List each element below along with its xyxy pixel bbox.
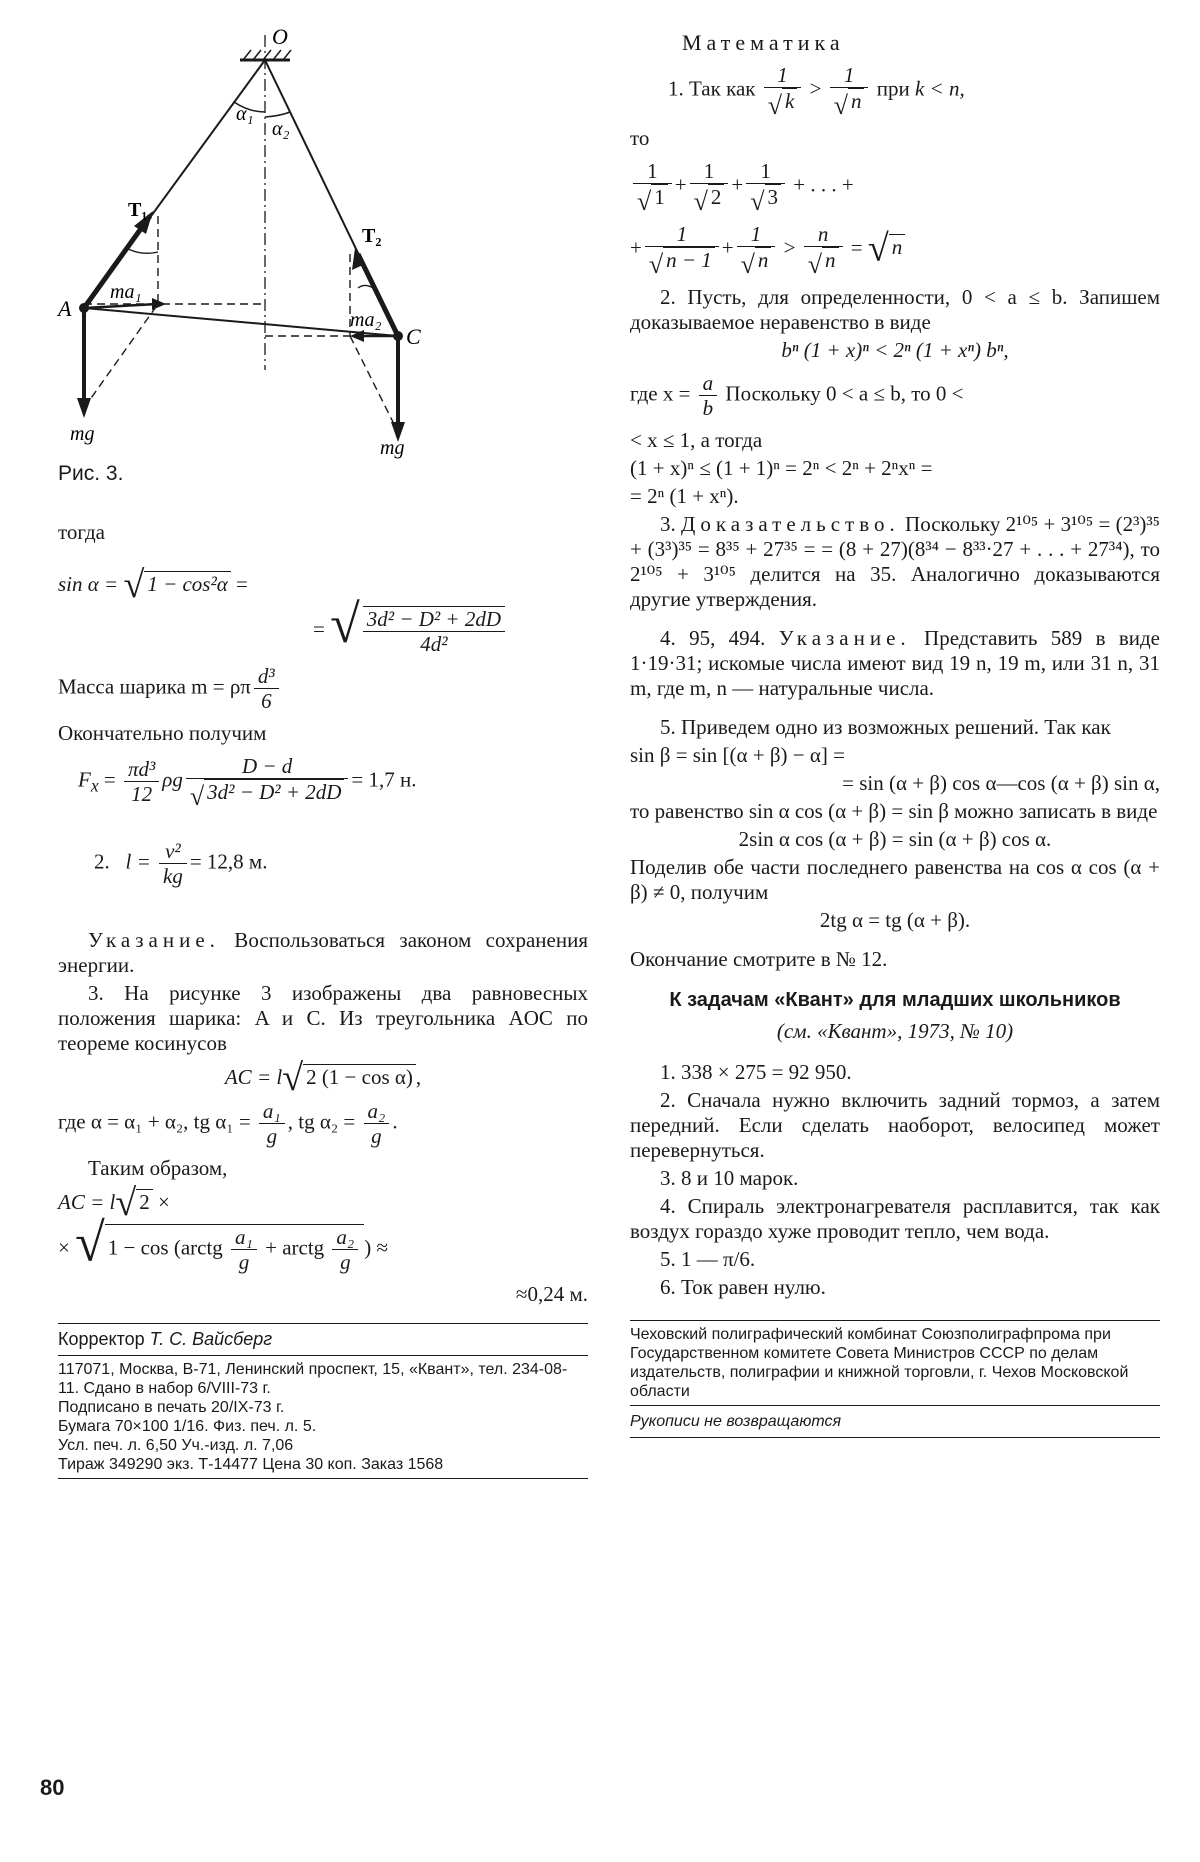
label-a: A [58,296,72,321]
sum1-tail: + . . . + [793,172,854,197]
mass-num: d³ [254,664,279,689]
m2-where-text: где x = [630,381,696,406]
item2-result: = 12,8 м. [189,849,268,874]
item2-num: 2. [94,849,110,874]
long-n1: a₁ [231,1225,257,1250]
fx-den1: 12 [131,782,153,806]
label-ma2: ma₂ [350,309,382,331]
imprint-usl: Усл. печ. л. 6,50 Уч.-изд. л. 7,06 [58,1437,294,1454]
ac2-radicand: 2 [136,1189,153,1215]
m2-fnum: a [699,371,718,396]
text-togda: тогда [58,520,105,544]
m2-line3: (1 + x)ⁿ ≤ (1 + 1)ⁿ = 2ⁿ < 2ⁿ + 2ⁿxⁿ = [630,456,933,480]
m2-where [630,371,1160,420]
m2-text: 2. Пусть, для определенности, 0 < a ≤ b. Запишем доказываемое неравенство в виде [630,285,1160,334]
big-root-den: 4d² [420,632,448,656]
mass-den: 6 [261,689,272,713]
fx-mid: ρg [162,767,183,792]
m5-eq2: = sin (α + β) cos α—cos (α + β) sin α, [842,771,1160,795]
m4-b: Представить 589 в виде 1·19·31; искомые числа имеют вид 19 n, 19 m, или 31 n, 31 m, где m, n — натуральные числа. [630,626,1161,700]
math-title: Математика [682,30,845,55]
label-mg-right: mg [380,437,405,459]
to-word: то [630,126,650,150]
m1-cond: k < n, [914,76,965,101]
sum2-d1: n − 1 [663,247,715,272]
m4-a: 4. 95, 494. [660,626,779,650]
long-d2: g [340,1250,351,1274]
sum1-n2: 1 [690,159,729,184]
final-result: ≈0,24 м. [515,1282,588,1306]
fx-result: = 1,7 н. [351,767,417,792]
where-den1: g [266,1124,278,1148]
m1-a: 1. Так как [668,76,761,101]
ac-lhs: AC = l [224,1065,283,1089]
big-root-formula: = √ $\frac{\text{3d² − D² + 2dD}}{\text{4d²}}$ [58,606,508,656]
ac-formula: AC = l√ 2 (1 − cos α) , [224,1057,422,1099]
item2-lhs: l = [125,849,157,874]
m1-gt: > [804,76,827,101]
long-b: + arctg [259,1235,330,1260]
page-number: 80 [40,1775,65,1800]
ac2-tail: × [152,1190,170,1214]
item3-para: 3. На рисунке 3 изображены два равновесных положения шарика: A и C. Из треугольника AOC по теореме косинусов [58,981,588,1055]
m5-text3: Поделив обе части последнего равенства на cos α cos (α + β) ≠ 0, получим [630,855,1160,904]
kv-item-3: 3. 8 и 10 марок. [660,1166,799,1190]
imprint-paper: Бумага 70×100 1/16. Физ. печ. л. 5. [58,1418,317,1435]
m5-text2: то равенство sin α cos (α + β) = sin β можно записать в виде [630,799,1158,823]
label-t1: T₁ [128,199,148,221]
sin-radicand: 1 − cos²α [144,571,230,597]
m1-d1: k [782,88,797,113]
where-den2: g [371,1124,382,1148]
kv-item-5: 5. 1 — π/6. [660,1247,756,1271]
sin-eq: = [230,572,248,596]
m5-eq4: 2tg α = tg (α + β). [819,908,971,932]
where-num1: a₁ [259,1099,285,1124]
fx-eq: = [98,767,121,792]
sum1-d1: 1 [651,184,668,209]
long-c: ) ≈ [364,1235,389,1260]
label-o: O [272,24,288,49]
fx-den2: 3d² − D² + 2dD [204,779,344,804]
ac2-lhs: AC = l [58,1190,116,1214]
m5-text: 5. Приведем одно из возможных решений. Так как [660,715,1111,739]
long-pre: × [58,1235,76,1260]
where-text: где α = α₁ + α₂, tg α₁ = [58,1109,256,1134]
kv-item-1: 1. 338 × 275 = 92 950. [660,1060,852,1084]
sin-formula: sin α = √ 1 − cos²α = [58,564,248,606]
ac-radicand: 2 (1 − cos α) [303,1064,416,1090]
corrector-label: Корректор [58,1329,150,1349]
label-alpha1: α₁ [236,103,254,125]
sum2-d2: n [755,247,772,272]
sum1-d3: 3 [765,184,782,209]
sum-line-2: + $\frac{1}{√ n - 1}$ + $\frac{1}{√ n}$ > $\frac{n}{√ n}$ = √ n [630,222,1160,277]
where-end: . [392,1109,398,1134]
manuscripts-note: Рукописи не возвращаются [630,1413,842,1430]
ac2-formula: AC = l√ 2 × [58,1182,170,1224]
sum2-n2: 1 [737,222,776,247]
m4-para [630,626,1160,701]
kv-item-6: 6. Ток равен нулю. [660,1275,826,1299]
right-column [630,30,1160,1442]
sum-line-1: $\frac{1}{√ 1}$ + $\frac{1}{√ 2}$ + $\frac{1}{√ 3}$ + . . . + [630,159,1160,214]
sin-lhs: sin α = [58,572,124,596]
m2-since: Поскольку 0 < a ≤ b, то 0 < [720,381,964,406]
m1-n2: 1 [830,63,869,88]
long-a: 1 − cos (arctg [107,1235,229,1260]
m4-word: Указание. [778,626,911,650]
imprint-addr: 117071, Москва, В-71, Ленинский проспект, 15, «Квант», тел. 234-08-11. Сдано в набор 6/VIII-73 г. [58,1361,568,1397]
label-ma1: ma₁ [110,281,142,303]
thus-text: Таким образом, [88,1156,228,1180]
label-t2: T₂ [362,225,382,247]
label-c: C [406,324,421,349]
m2-line2: < x ≤ 1, а тогда [630,428,763,452]
sum2-res: n [889,234,906,260]
sum1-n3: 1 [746,159,785,184]
fx-num2: D − d [186,754,349,779]
imprint-signed: Подписано в печать 20/IX-73 г. [58,1399,285,1416]
fx-num1: πd³ [124,757,159,782]
item2-fnum: v² [159,839,187,864]
m3-num: 3. [660,512,682,536]
sum2-pre: + [630,235,642,260]
sum2-eq: = [845,235,868,260]
m2-fden: b [702,396,714,420]
m1-line: 1. Так как $\frac{1}{√ k}$ > $\frac{1}{√ n}$ при k < n, [668,63,965,120]
sum2-gt: > [778,235,801,260]
kv-item-4: 4. Спираль электронагревателя расплавится, так как воздух гораздо хуже проводит тепло, чем вода. [630,1194,1160,1243]
where-formula [58,1099,588,1148]
hint-para [58,928,588,978]
printer-info: Чеховский полиграфический комбинат Союзполиграфпрома при Государственном комитете Совета Министров СССР по делам издательств, полиграфии и книжной торговли, г. Чехов Московской области [630,1326,1129,1400]
m1-when: при [871,76,915,101]
kv-heading: К задачам «Квант» для младших школьников [669,989,1121,1011]
m3-word: Доказательство. [681,512,900,536]
corrector-name: Т. С. Вайсберг [149,1329,273,1349]
where-mid: , tg α₂ = [287,1109,361,1134]
sum2-n3: n [804,222,843,247]
final-text: Окончательно получим [58,721,267,745]
big-root-num: 3d² − D² + 2dD [363,606,505,632]
ac-tail: , [415,1065,422,1089]
m1-d2: n [848,88,865,113]
figure-caption: Рис. 3. [58,462,124,485]
m3-para [630,512,1160,612]
label-mg-left: mg [70,423,95,445]
corrector-line [58,1330,588,1349]
fx-sub: x [90,775,99,796]
item2-formula [94,839,588,888]
long-d1: g [238,1250,250,1274]
m2-line4: = 2ⁿ (1 + xⁿ). [630,484,739,508]
sum1-d2: 2 [708,184,725,209]
kv-item-2: 2. Сначала нужно включить задний тормоз, а затем передний. Если сделать наоборот, велосипед может перевернуться. [630,1088,1160,1162]
where-num2: a₂ [364,1099,390,1124]
mass-text: Масса шарика m = ρπ [58,674,251,699]
long-formula: × √ 1 − cos (arctg $\frac{\text{a₁}}{g}$ + arctg $\frac{\text{a₂}}{g}$ ) ≈ [58,1212,389,1274]
m1-n1: 1 [764,63,802,88]
m5-eq1: sin β = sin [(α + β) − α] = [630,743,845,767]
long-n2: a₂ [332,1225,358,1250]
m5-eq3: 2sin α cos (α + β) = sin (α + β) cos α. [738,827,1052,851]
m3-text: Поскольку 2¹⁰⁵ + 3¹⁰⁵ = (2³)³⁵ + (3³)³⁵ = 8³⁵ + 27³⁵ = = (8 + 27)(8³⁴ − 8³³·27 + . . . + 27³⁴), то 2¹⁰⁵ + 3¹⁰⁵ делится на 35. Аналогично доказываются другие утверждения. [630,512,1160,611]
sum2-n1: 1 [645,222,719,247]
mass-line [58,664,588,713]
item2-fden: kg [163,864,183,888]
imprint-tirazh: Тираж 349290 экз. Т-14477 Цена 30 коп. Заказ 1568 [58,1456,444,1473]
left-column [58,520,588,1483]
hint-text: Воспользоваться законом сохранения энергии. [58,928,588,977]
ending-text: Окончание смотрите в № 12. [630,947,888,971]
sum2-d3: n [822,247,839,272]
kv-subheading: (см. «Квант», 1973, № 10) [776,1019,1014,1043]
sum1-n1: 1 [633,159,672,184]
fx-lhs: F [78,767,91,792]
m2-ineq: bⁿ (1 + x)ⁿ < 2ⁿ (1 + xⁿ) bⁿ, [781,338,1009,362]
label-alpha2: α₂ [272,118,290,140]
fx-formula: $F_x$ = $\frac{\text{πd³}}{12}$ ρg $\frac{D - d}{\text{√ 3d² − D² + 2dD}}$ = 1,7 н. [78,754,417,811]
hint-word: Указание. [88,928,220,952]
